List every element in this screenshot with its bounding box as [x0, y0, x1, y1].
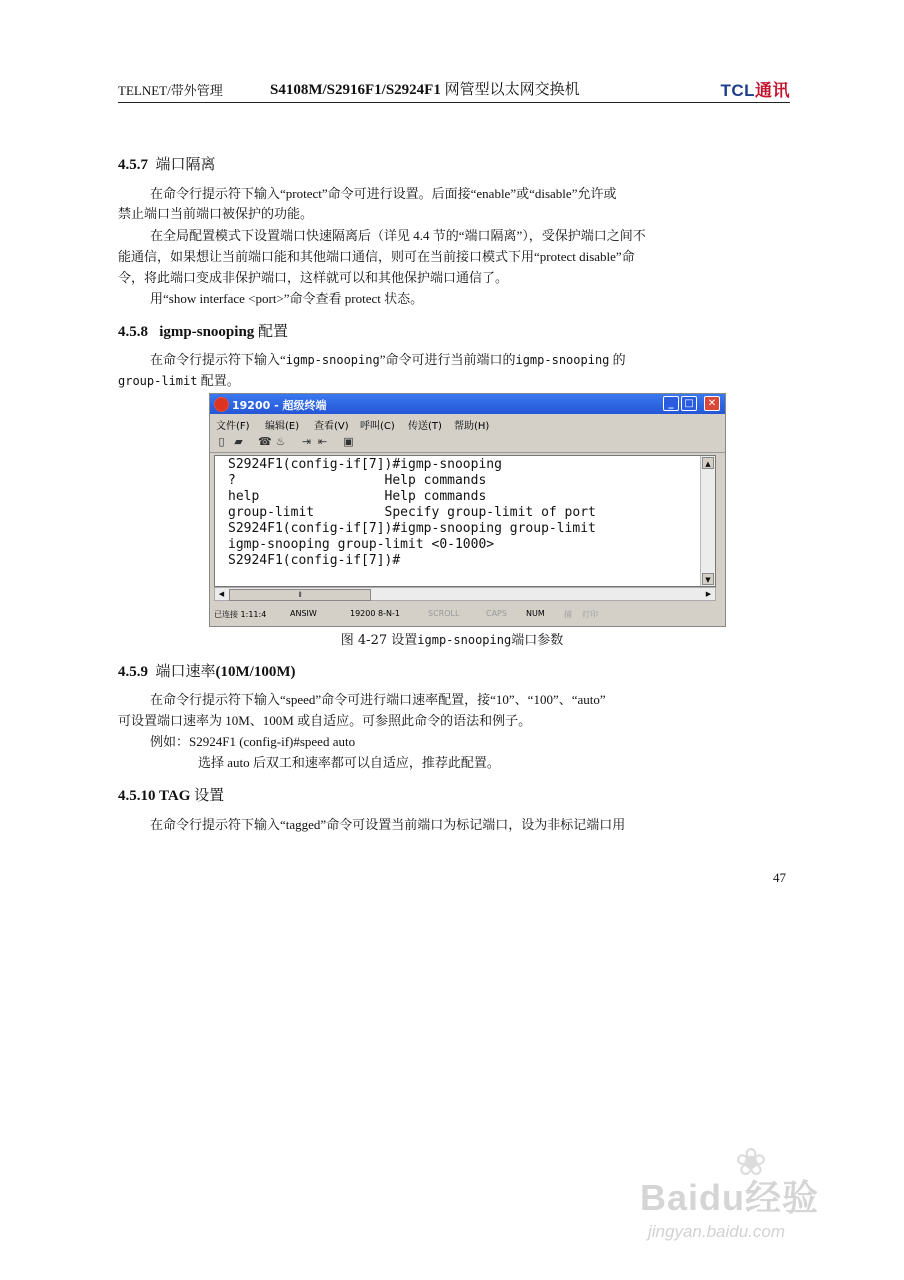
header-model: S4108M/S2916F1/S2924F1 [270, 82, 441, 98]
terminal-line: ? Help commands [228, 473, 487, 488]
heading-4-5-8 [118, 320, 288, 341]
minimize-button[interactable]: _ [663, 396, 679, 411]
heading-title: TAG [158, 788, 191, 804]
menu-view[interactable]: 查看(V) [314, 421, 349, 432]
status-bar [210, 604, 725, 624]
logo-tcl: TCL [720, 81, 755, 100]
heading-title-cn: 配置 [258, 324, 289, 340]
text-run: 在命令行提示符下输入“ [150, 352, 286, 367]
scroll-left-icon[interactable]: ◀ [218, 590, 225, 598]
menu-call[interactable]: 呼叫(C) [360, 421, 395, 432]
scroll-up-icon[interactable]: ▲ [702, 457, 714, 469]
menu-file[interactable]: 文件(F) [216, 421, 250, 432]
terminal-line: group-limit Specify group-limit of port [228, 505, 596, 520]
scroll-down-icon[interactable]: ▼ [702, 573, 714, 585]
paragraph [150, 350, 626, 370]
menu-edit[interactable]: 编辑(E) [265, 421, 300, 432]
tcl-logo [720, 76, 790, 101]
paragraph: 可设置端口速率为 10M、100M 或自适应。可参照此命令的语法和例子。 [118, 713, 532, 728]
page-header [118, 76, 790, 103]
watermark-brand: Baidu经验 [640, 1177, 820, 1218]
heading-number: 4.5.8 [118, 324, 148, 340]
status-scroll: SCROLL [428, 609, 460, 618]
window-title: 19200 - 超级终端 [232, 399, 327, 412]
status-capture: 捕 [564, 610, 572, 619]
toolbar [210, 432, 725, 453]
scroll-thumb[interactable]: ⦀ [229, 589, 371, 601]
paragraph: 令，将此端口变成非保护端口，这样就可以和其他保护端口通信了。 [118, 270, 509, 285]
call-icon[interactable]: ☎ [258, 435, 272, 448]
caption-command: igmp-snooping [417, 633, 512, 647]
heading-number: 4.5.10 [118, 788, 156, 804]
heading-title: 端口隔离 [155, 157, 216, 173]
receive-icon[interactable]: ⇤ [317, 435, 328, 448]
hyperterminal-window [209, 393, 726, 627]
heading-title-cn: 设置 [194, 788, 225, 804]
terminal-line: help Help commands [228, 489, 487, 504]
paragraph: 在命令行提示符下输入“tagged”命令可设置当前端口为标记端口，设为非标记端口用 [150, 817, 626, 832]
terminal-output[interactable] [214, 455, 716, 587]
watermark-url: jingyan.baidu.com [648, 1222, 786, 1241]
heading-number: 4.5.9 [118, 664, 148, 680]
terminal-line: igmp-snooping group-limit <0-1000> [228, 537, 495, 552]
close-button[interactable]: ✕ [704, 396, 720, 411]
header-product: 网管型以太网交换机 [440, 82, 580, 98]
status-num: NUM [526, 609, 545, 618]
heading-4-5-9 [118, 660, 296, 681]
figure-caption [0, 629, 904, 648]
status-port: 19200 8-N-1 [350, 609, 400, 618]
paragraph: 在命令行提示符下输入“speed”命令可进行端口速率配置，接“10”、“100”、“auto” [150, 692, 606, 707]
header-product-title [270, 78, 580, 99]
caption-text: 图 4-27 设置 [340, 633, 418, 648]
disconnect-icon[interactable]: ♨ [275, 435, 286, 448]
command-text: igmp-snooping [515, 353, 610, 367]
heading-4-5-7 [118, 153, 216, 174]
terminal-line: S2924F1(config-if[7])#igmp-snooping [228, 457, 502, 472]
text-run: 配置。 [197, 373, 240, 388]
status-caps: CAPS [486, 609, 507, 618]
text-run: ”命令可进行当前端口的 [379, 352, 516, 367]
paragraph: 在全局配置模式下设置端口快速隔离后（详见 4.4 节的“端口隔离”），受保护端口之间不 [150, 228, 646, 243]
open-icon[interactable]: ▰ [234, 435, 243, 448]
paragraph: 在命令行提示符下输入“protect”命令可进行设置。后面接“enable”或“disable”允许或 [150, 186, 617, 201]
window-titlebar[interactable] [210, 394, 725, 414]
text-run: 的 [609, 352, 626, 367]
vertical-scrollbar[interactable] [700, 456, 715, 586]
paragraph [118, 371, 240, 391]
menu-transfer[interactable]: 传送(T) [408, 421, 442, 432]
properties-icon[interactable]: ▣ [343, 435, 354, 448]
new-icon[interactable]: ▯ [218, 435, 225, 448]
menu-help[interactable]: 帮助(H) [454, 421, 490, 432]
paragraph: 能通信，如果想让当前端口能和其他端口通信，则可在当前接口模式下用“protect disable”命 [118, 249, 635, 264]
heading-title-cn: 端口速率 [155, 664, 216, 680]
command-text: igmp-snooping [285, 353, 380, 367]
header-section-label: TELNET/带外管理 [118, 83, 223, 98]
terminal-line: S2924F1(config-if[7])#igmp-snooping group-limit [228, 521, 596, 536]
command-text: group-limit [118, 374, 198, 388]
page-number: 47 [773, 870, 786, 885]
paragraph: 禁止端口当前端口被保护的功能。 [118, 206, 314, 221]
horizontal-scrollbar[interactable] [214, 587, 716, 601]
heading-number: 4.5.7 [118, 157, 148, 173]
scroll-right-icon[interactable]: ▶ [705, 590, 712, 598]
menu-bar [210, 415, 725, 431]
example-line: 例如：S2924F1 (config-if)#speed auto [150, 734, 356, 749]
heading-4-5-10 [118, 784, 224, 805]
send-icon[interactable]: ⇥ [301, 435, 312, 448]
caption-text: 端口参数 [511, 633, 564, 648]
terminal-line: S2924F1(config-if[7])# [228, 553, 401, 568]
heading-title: igmp-snooping [159, 324, 255, 340]
logo-tongxun: 通讯 [755, 81, 790, 100]
baidu-watermark [640, 1140, 860, 1250]
status-print: 打印 [582, 610, 598, 619]
app-icon [214, 397, 229, 412]
paw-icon: ❀ [735, 1140, 767, 1184]
example-note: 选择 auto 后双工和速率都可以自适应，推荐此配置。 [198, 755, 500, 770]
status-emulation: ANSIW [290, 609, 317, 618]
maximize-button[interactable]: □ [681, 396, 697, 411]
status-connection: 已连接 1:11:4 [214, 610, 267, 619]
paragraph: 用“show interface <port>”命令查看 protect 状态。 [150, 291, 424, 306]
heading-title: (10M/100M) [215, 664, 296, 680]
